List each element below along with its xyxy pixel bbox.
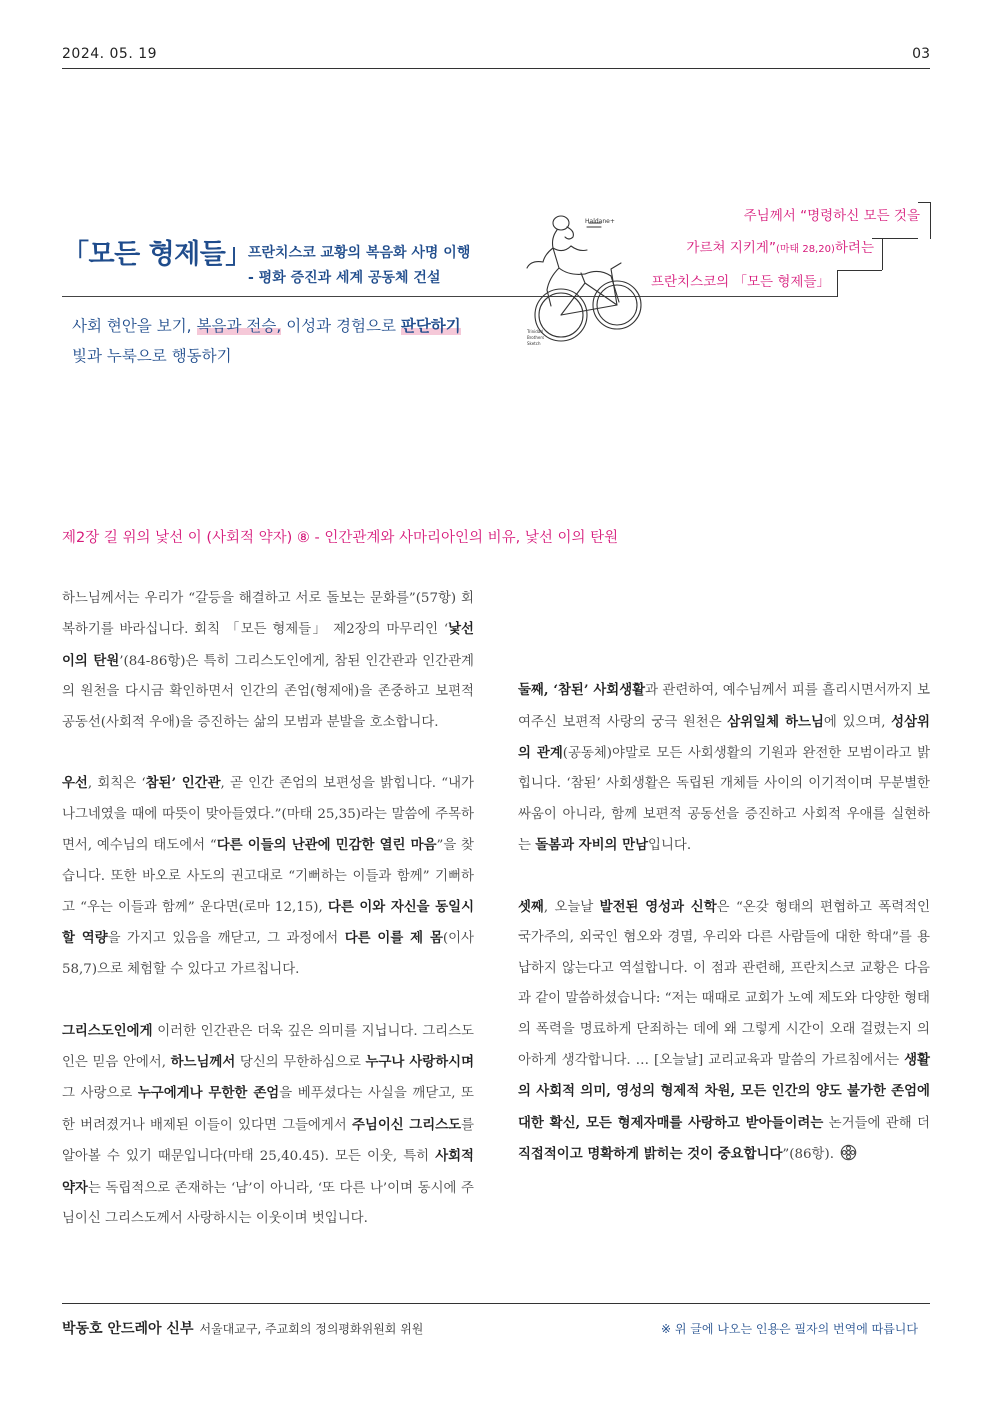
- paragraph-christian: [62, 1016, 474, 1235]
- body-text: 을 가지고 있음을 깨닫고, 그 과정에서: [107, 931, 345, 947]
- footer-divider: [62, 1303, 930, 1304]
- quote-reference: (마태 28,20): [775, 244, 835, 255]
- header-divider: [62, 68, 930, 69]
- body-emphasis: 돌봄과 자비의 만남: [535, 837, 649, 854]
- quote-line2: [651, 232, 930, 266]
- body-text: 논거들에 관해 더: [823, 1115, 930, 1131]
- body-emphasis: 참된’ 인간관: [145, 775, 221, 792]
- author-byline: [62, 1318, 423, 1338]
- svg-text:Brothers: Brothers: [527, 335, 545, 340]
- svg-text:Haldane+: Haldane+: [585, 218, 615, 225]
- body-emphasis: 누구나 사랑하시며: [365, 1054, 475, 1071]
- body-emphasis: 삼위일체 하느님: [727, 713, 824, 730]
- flower-ornament-icon: [840, 1144, 857, 1161]
- body-emphasis: 다른 이와 자신을 동일시할 역량: [62, 899, 474, 947]
- svg-text:Sketch: Sketch: [527, 341, 541, 346]
- body-emphasis: 성삼위의 관계: [518, 713, 930, 761]
- quote-line1: 주님께서 “명령하신 모든 것을: [743, 208, 920, 224]
- body-emphasis: 낯선 이의 탄원: [62, 621, 474, 669]
- body-emphasis: 다른 이들의 난관에 민감한 열린 마음: [216, 837, 437, 854]
- paragraph-second: [518, 675, 930, 861]
- article-column-left: [62, 584, 474, 1265]
- paragraph-third: [518, 892, 930, 1171]
- series-title: 「모든 형제들」: [62, 239, 252, 270]
- chapter-heading: 제2장 길 위의 낯선 이 (사회적 약자) ⑧ - 인간관계와 사마리아인의 비유, 낯선 이의 탄원: [62, 530, 619, 546]
- body-text: 는 독립적으로 존재하는 ‘남’이 아니라, ‘또 다른 나’이며 동시에 주님이신 그리스도께서 사랑하시는 이웃이며 벗입니다.: [62, 1180, 474, 1227]
- column-continuation-spacer: [518, 584, 930, 675]
- scripture-quote: [651, 200, 930, 298]
- theme-line2: 빛과 누룩으로 행동하기: [72, 347, 232, 365]
- body-text: 하느님께서는 우리가 “갈등을 해결하고 서로 돌보는 문화를”(57항) 회복하기를 바라십니다. 회칙 「모든 형제들」 제2장의 마무리인 ‘: [62, 591, 474, 638]
- body-emphasis: 누구에게나 무한한 존엄: [137, 1085, 280, 1102]
- body-text: 에 있으며,: [823, 714, 892, 730]
- body-text: 입니다.: [648, 838, 692, 854]
- body-text: (이사 58,7)으로 체험할 수 있다고 가르칩니다.: [62, 931, 474, 977]
- author-affiliation: 서울대교구, 주교회의 정의평화위원회 위원: [199, 1322, 424, 1336]
- body-emphasis: 하느님께서: [170, 1054, 236, 1071]
- body-text: ’(84-86항)은 특히 그리스도인에게, 참된 인간관과 인간관계의 원천을 다시금 확인하면서 인간의 존엄(형제애)을 존중하고 보편적 공동선(사회적 우애)을 증진하는 삶의 모범과 분발을 호소합니다.: [62, 653, 474, 730]
- paragraph-first: [62, 768, 474, 985]
- body-emphasis: 셋째: [518, 899, 544, 916]
- cyclist-sketch-icon: [523, 205, 643, 355]
- paragraph-intro: [62, 584, 474, 738]
- svg-text:Trinidad: Trinidad: [527, 329, 543, 334]
- body-text: 을 베푸셨다는 사실을 깨닫고, 또한 버려졌거나 배제된 이들이 있다면 그들에게서: [62, 1086, 474, 1133]
- body-text: (공동체)야말로 모든 사회생활의 기원과 완전한 모범이라고 밝힙니다. ‘참된’ 사회생활은 독립된 개체들 사이의 이기적이며 무분별한 싸움이 아니라, 함께 보편적 공동선을 증진하고 사회적 우애를 실현하는: [518, 746, 930, 854]
- translation-note: ※ 위 글에 나오는 인용은 필자의 번역에 따릅니다: [660, 1322, 918, 1336]
- body-text: 당신의 무한하심으로: [235, 1055, 366, 1071]
- body-text: , 오늘날: [543, 900, 600, 916]
- body-text: 은 “온갖 형태의 편협하고 폭력적인 국가주의, 외국인 혐오와 경멸, 우리와 다른 사람들에 대한 학대”를 용납하지 않는다고 역설합니다. 이 점과 관련해, 프란치스코 교황은 다음과 같이 말씀하셨습니다: “저는 때때로 교회가 노예 제도와 다양한 형태의 폭력을 명료하게 단죄하는 데에 왜 그렇게 시간이 오래 걸렸는지 의아하게 생각합니다. … [오늘날] 교리교육과 말씀의 가르침에서는: [518, 900, 931, 1069]
- body-text: , 곧 인간 존엄의 보편성을 밝힙니다. “내가 나그네였을 때에 따뜻이 맞아들였다.”(마태 25,35)라는 말씀에 주목하면서, 예수님의 태도에서 “: [62, 776, 474, 854]
- body-text: , 회칙은 ‘: [87, 776, 146, 792]
- body-emphasis: 사회적 약자: [62, 1148, 474, 1196]
- body-emphasis: 주님이신 그리스도: [351, 1116, 462, 1133]
- body-emphasis: 그리스도인에게: [62, 1022, 153, 1039]
- author-name: 박동호 안드레아 신부: [62, 1321, 194, 1337]
- body-emphasis: 발전된 영성과 신학: [599, 899, 717, 916]
- body-text: ”을 찾습니다. 또한 바오로 사도의 권고대로 “기뻐하는 이들과 함께” 기뻐하고 “우는 이들과 함께” 운다면(로마 12,15),: [62, 838, 474, 916]
- theme-statement: [72, 311, 461, 371]
- article-column-right: [518, 584, 930, 1201]
- page-number: 03: [912, 46, 930, 62]
- body-emphasis: 생활의 사회적 의미, 영성의 형제적 차원, 모든 인간의 양도 불가한 존엄에 대한 확신, 모든 형제자매를 사랑하고 받아들이려는: [518, 1052, 930, 1131]
- body-emphasis: 다른 이를 제 몸: [344, 930, 443, 947]
- series-subtitle-line2: - 평화 증진과 세계 공동체 건설: [248, 270, 441, 286]
- body-emphasis: 둘째, ‘참된’ 사회생활: [518, 682, 646, 699]
- quote-text: 하려는: [834, 240, 874, 256]
- body-text: ”(86항).: [782, 1147, 834, 1163]
- theme-highlight-judge: 판단하기: [400, 317, 461, 335]
- quote-line3: 프란치스코의 「모든 형제들」: [650, 274, 830, 290]
- theme-text: 이성과 경험으로: [281, 317, 401, 335]
- body-text: 과 관련하여, 예수님께서 피를 흘리시면서까지 보여주신 보편적 사랑의 궁극 원천은: [518, 683, 931, 730]
- body-text: 를 알아볼 수 있기 때문입니다(마태 25,40.45). 모든 이웃, 특히: [62, 1117, 474, 1165]
- body-text: 이러한 인간관은 더욱 깊은 의미를 지닙니다. 그리스도인은 믿음 안에서,: [62, 1023, 474, 1071]
- theme-line1: [72, 311, 461, 341]
- series-subtitle-line1: 프란치스코 교황의 복음화 사명 이행: [248, 245, 471, 261]
- issue-date: 2024. 05. 19: [62, 46, 158, 62]
- body-emphasis: 우선: [62, 775, 88, 792]
- theme-highlight-gospel: 복음과 전승,: [196, 317, 282, 335]
- series-subtitle: [248, 241, 470, 291]
- body-text: 그 사랑으로: [62, 1086, 138, 1102]
- theme-text: 사회 현안을 보기,: [72, 317, 197, 335]
- quote-text: 가르쳐 지키게”: [686, 240, 776, 256]
- body-emphasis: 직접적이고 명확하게 밝히는 것이 중요합니다: [518, 1146, 783, 1163]
